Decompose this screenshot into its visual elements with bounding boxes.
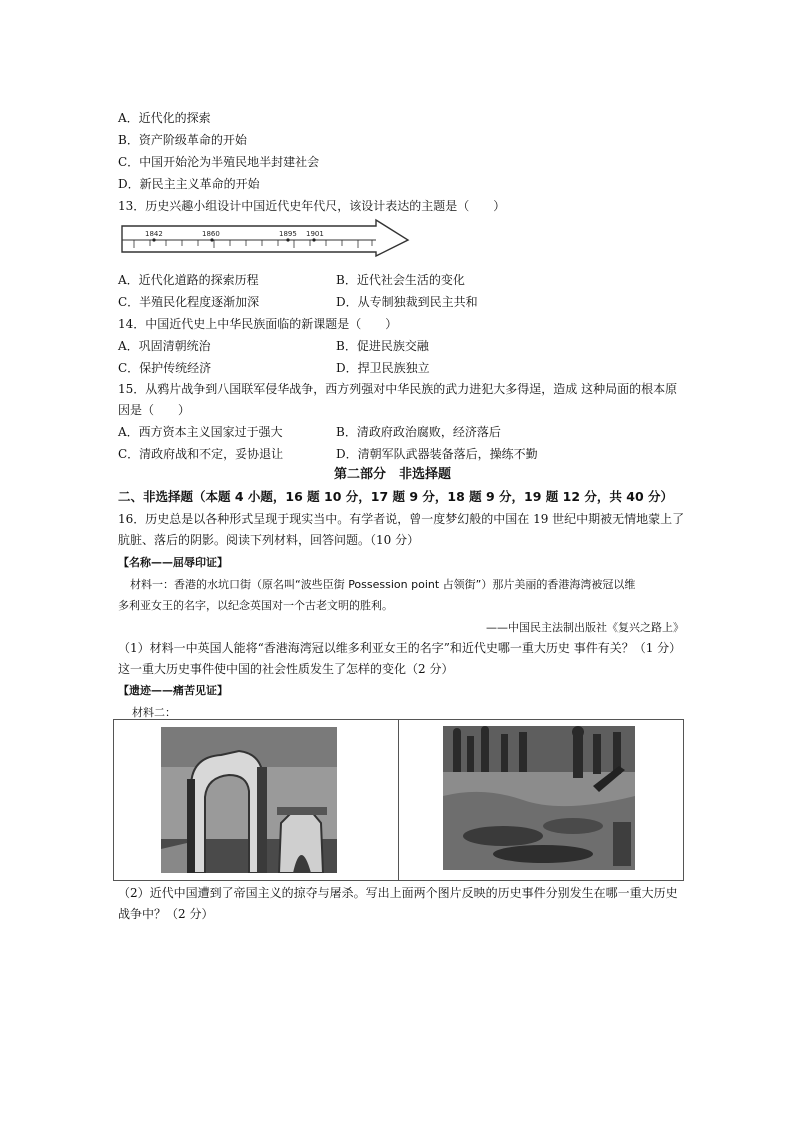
q14-option-c: C．保护传统经济 <box>118 361 212 375</box>
q15-stem-line1: 15．从鸦片战争到八国联军侵华战争，西方列强对中华民族的武力进犯大多得逞，造成 这种局面的根本原 <box>118 382 678 396</box>
q15-option-c: C．清政府战和不定，妥协退让 <box>118 447 284 461</box>
q13-stem: 13．历史兴趣小组设计中国近代史年代尺，该设计表达的主题是（ ） <box>118 199 506 213</box>
section2-header: 二、非选择题（本题 4 小题，16 题 10 分，17 题 9 分，18 题 9 分，19 题 12 分，共 40 分） <box>118 489 673 504</box>
timeline-ruler <box>118 216 414 260</box>
q16-section2-title: 【遗迹——痛苦见证】 <box>118 684 228 697</box>
q16-intro-line2: 肮脏、落后的阴影。阅读下列材料，回答问题。（10 分） <box>118 533 420 547</box>
timeline-year-1895: 1895 <box>279 230 297 238</box>
q16-section1-title: 【名称——屈辱印证】 <box>118 556 228 569</box>
q16-material2-label: 材料二： <box>132 706 176 719</box>
q13-option-d: D．从专制独裁到民主共和 <box>336 295 478 309</box>
q16-intro-line1: 16．历史总是以各种形式呈现于现实当中。有学者说，曾一度梦幻般的中国在 19 世纪中期被无情地蒙上了 <box>118 512 685 526</box>
massacre-photo <box>443 726 635 870</box>
part2-title: 第二部分 非选择题 <box>334 467 452 482</box>
timeline-year-1860: 1860 <box>202 230 220 238</box>
q15-stem-line2: 因是（ ） <box>118 403 191 417</box>
q14-option-d: D．捍卫民族独立 <box>336 361 430 375</box>
q14-option-a: A．巩固清朝统治 <box>118 339 211 353</box>
q13-option-a: A．近代化道路的探索历程 <box>118 273 259 287</box>
q12-option-d: D．新民主主义革命的开始 <box>118 177 260 191</box>
timeline-year-1901: 1901 <box>306 230 324 238</box>
q12-option-a: A．近代化的探索 <box>118 111 211 125</box>
q14-stem: 14．中国近代史上中华民族面临的新课题是（ ） <box>118 317 398 331</box>
q16-material1-line2: 多利亚女王的名字，以纪念英国对一个古老文明的胜利。 <box>118 599 393 612</box>
ruins-photo <box>161 727 337 873</box>
q16-sub2-line1: （2）近代中国遭到了帝国主义的掠夺与屠杀。写出上面两个图片反映的历史事件分别发生在哪一重大历史 <box>118 886 678 900</box>
q16-material1-line1: 材料一：香港的水坑口街（原名叫“波些臣街 Possession point 占领街”）那片美丽的香港海湾被冠以维 <box>130 578 636 591</box>
q12-option-b: B．资产阶级革命的开始 <box>118 133 247 147</box>
q16-source: ——中国民主法制出版社《复兴之路上》 <box>486 621 684 634</box>
q14-option-b: B．促进民族交融 <box>336 339 429 353</box>
q15-option-a: A．西方资本主义国家过于强大 <box>118 425 283 439</box>
q13-option-b: B．近代社会生活的变化 <box>336 273 465 287</box>
q16-sub1-line1: （1）材料一中英国人能将“香港海湾冠以维多利亚女王的名字”和近代史哪一重大历史 事件有关？（1 分） <box>118 641 682 655</box>
q13-option-c: C．半殖民化程度逐渐加深 <box>118 295 260 309</box>
q15-option-d: D．清朝军队武器装备落后，操练不勤 <box>336 447 538 461</box>
timeline-year-1842: 1842 <box>145 230 163 238</box>
q15-option-b: B．清政府政治腐败，经济落后 <box>336 425 501 439</box>
q12-option-c: C．中国开始沦为半殖民地半封建社会 <box>118 155 320 169</box>
q16-sub1-line2: 这一重大历史事件使中国的社会性质发生了怎样的变化（2 分） <box>118 662 454 676</box>
q16-sub2-line2: 战争中？（2 分） <box>118 907 214 921</box>
